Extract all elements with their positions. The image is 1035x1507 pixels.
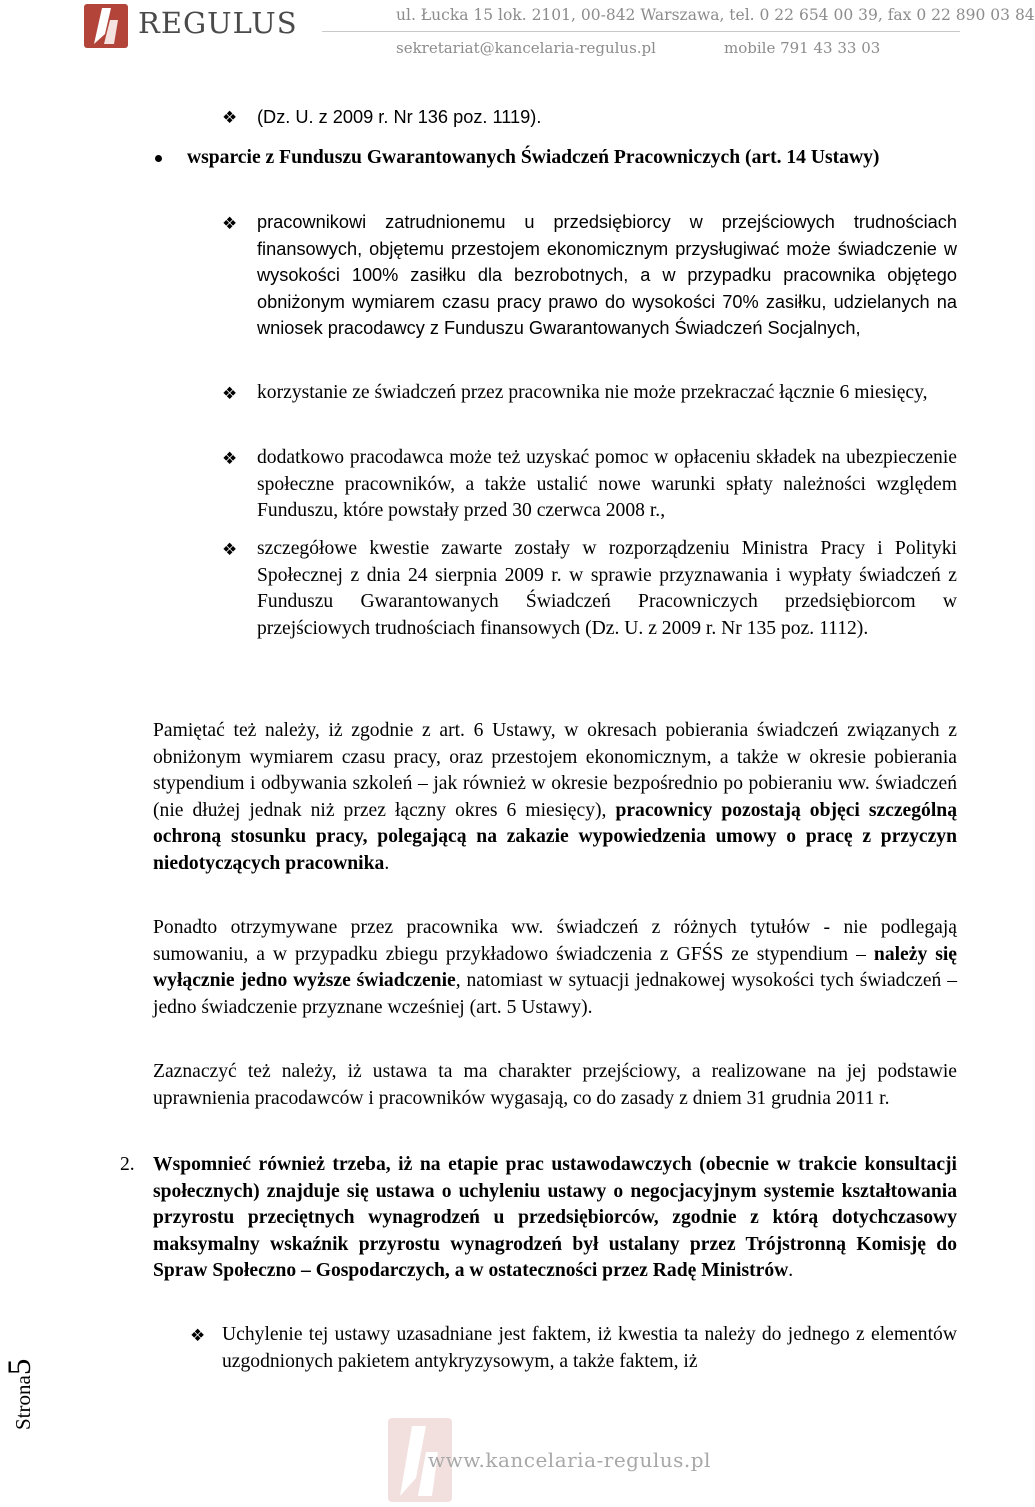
diamond-bullet-icon: ❖ [222, 540, 238, 560]
list-item: korzystanie ze świadczeń przez pracownika nie może przekraczać łącznie 6 miesięcy, [257, 382, 928, 403]
header-email[interactable]: sekretariat@kancelaria-regulus.pl [396, 39, 656, 57]
section-heading: wsparcie z Funduszu Gwarantowanych Świadczeń Pracowniczych (art. 14 Ustawy) [187, 147, 880, 168]
list-item: (Dz. U. z 2009 r. Nr 136 poz. 1119). [257, 107, 542, 127]
diamond-bullet-icon: ❖ [222, 214, 238, 234]
page-label: Strona [11, 1375, 35, 1430]
numbered-paragraph: Wspomnieć również trzeba, iż na etapie prac ustawodawczych (obecnie w trakcie konsultacji społecznych) znajduje się ustawa o uchyleniu ustawy o negocjacyjnym systemie kształtowania przyrostu przeciętnych wynagrodzeń u przedsiębiorców, zgodnie z którą dotychczasowy maksymalny wskaźnik przyrostu wynagrodzeń był ustalany przez Trójstronną Komisję do Spraw Społeczno – Gospodarczych, a w ostateczności przez Radę Ministrów. [153, 1154, 957, 1282]
list-item: dodatkowo pracodawca może też uzyskać pomoc w opłaceniu składek na ubezpieczenie społeczne pracowników, a także ustalić nowe warunki spłaty należności względem Funduszu, które powstały przed 30 czerwca 2008 r., [257, 447, 957, 522]
diamond-bullet-icon: ❖ [222, 384, 238, 404]
list-item: szczegółowe kwestie zawarte zostały w rozporządzeniu Ministra Pracy i Polityki Społecznej z dnia 24 sierpnia 2009 r. w sprawie przyznawania i wypłaty świadczeń z Funduszu Gwarantowanych Świadczeń Pracowniczych przedsiębiorcom w przejściowych trudnościach finansowych (Dz. U. z 2009 r. Nr 135 poz. 1112). [257, 538, 957, 639]
paragraph: Zaznaczyć też należy, iż ustawa ta ma charakter przejściowy, a realizowane na jej podstawie uprawnienia pracodawców i pracowników wygasają, co do zasady z dniem 31 grudnia 2011 r. [153, 1061, 957, 1109]
header-mobile: mobile 791 43 33 03 [724, 39, 881, 57]
paragraph: Pamiętać też należy, iż zgodnie z art. 6 Ustawy, w okresach pobierania świadczeń związanych z obniżonym wymiarem czasu pracy, oraz przestojem ekonomicznym, a także w okresie pobierania stypendium i odbywania szkoleń – jak również w okresie bezpośrednio po pobieraniu ww. świadczeń (nie dłużej jednak niż przez łączny okres 6 miesięcy), pracownicy pozostają objęci szczególną ochroną stosunku pracy, polegającą na zakazie wypowiedzenia umowy o pracę z przyczyn niedotyczących pracownika. [153, 720, 957, 874]
page-number: 5 [2, 1358, 38, 1376]
round-bullet-icon [155, 155, 162, 162]
list-item: pracownikowi zatrudnionemu u przedsiębiorcy w przejściowych trudnościach finansowych, objętemu przestojem ekonomicznym przysługiwać może świadczenie w wysokości 100% zasiłku dla bezrobotnych, a w przypadku pracownika objętego obniżonym wymiarem czasu pracy prawo do wysokości 70% zasiłku, udzielanych na wniosek pracodawcy z Funduszu Gwarantowanych Świadczeń Socjalnych, [257, 212, 957, 339]
header-divider [322, 31, 960, 32]
diamond-bullet-icon: ❖ [222, 449, 238, 469]
diamond-bullet-icon: ❖ [190, 1326, 206, 1346]
list-number: 2. [120, 1154, 135, 1175]
header-address: ul. Łucka 15 lok. 2101, 00-842 Warszawa, tel. 0 22 654 00 39, fax 0 22 890 03 84 [396, 6, 1035, 24]
footer-website-link[interactable]: www.kancelaria-regulus.pl [428, 1448, 711, 1472]
page-number-label [2, 1359, 39, 1430]
logo-text: REGULUS [138, 6, 298, 40]
letterhead [0, 0, 1035, 70]
regulus-logo-icon [84, 4, 128, 48]
list-item: Uchylenie tej ustawy uzasadniane jest faktem, iż kwestia ta należy do jednego z elementów uzgodnionych pakietem antykryzysowym, a także faktem, iż [222, 1324, 957, 1372]
paragraph: Ponadto otrzymywane przez pracownika ww. świadczeń z różnych tytułów - nie podlegają sumowaniu, a w przypadku zbiegu przykładowo świadczenia z GFŚS ze stypendium – należy się wyłącznie jedno wyższe świadczenie, natomiast w sytuacji jednakowej wysokości tych świadczeń – jedno świadczenie przyznane wcześniej (art. 5 Ustawy). [153, 917, 957, 1018]
diamond-bullet-icon: ❖ [222, 108, 238, 128]
